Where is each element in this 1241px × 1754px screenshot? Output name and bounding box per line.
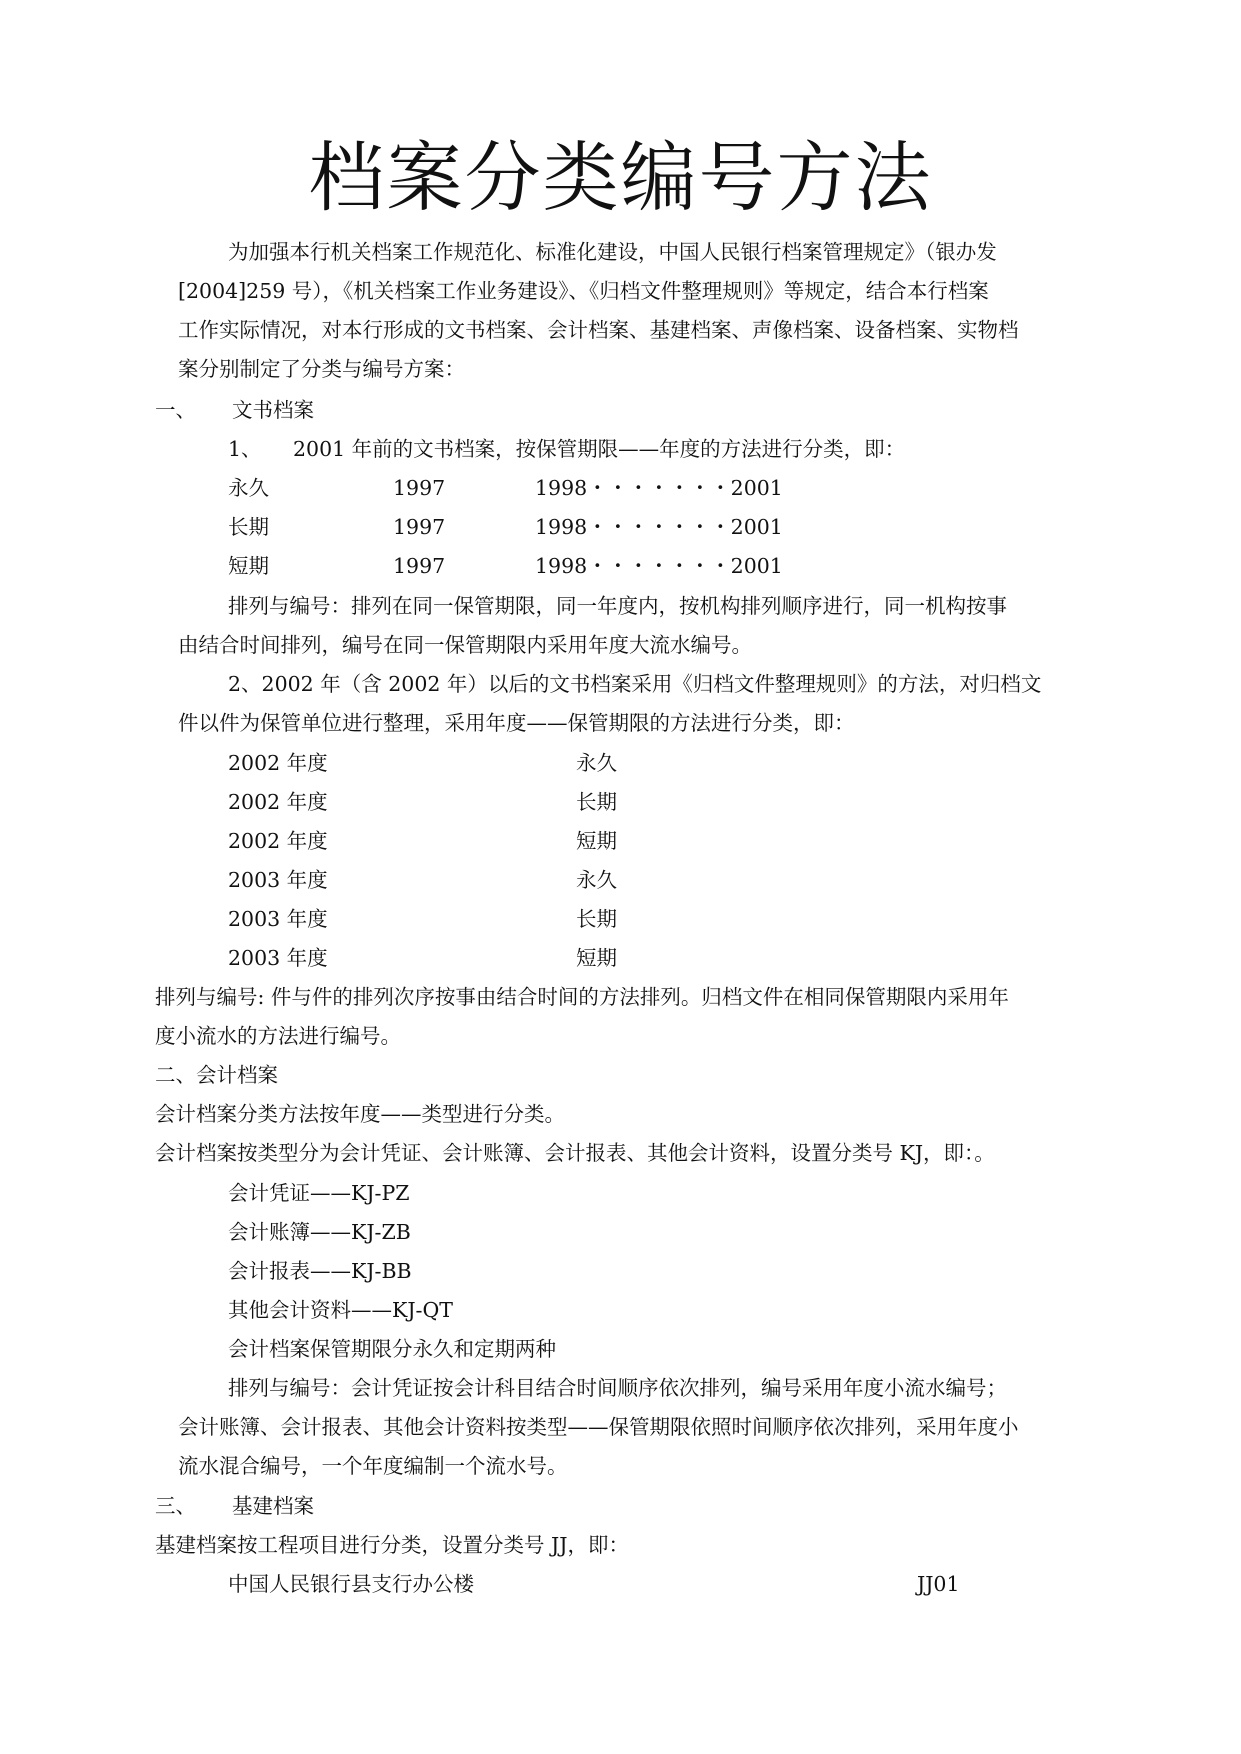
- section-heading: 文书档案: [232, 398, 314, 422]
- paragraph-line: 会计档案分类方法按年度——类型进行分类。: [155, 1102, 565, 1126]
- intro-line: 案分别制定了分类与编号方案：: [178, 357, 465, 381]
- paragraph-line: 排列与编号：会计凭证按会计科目结合时间顺序依次排列，编号采用年度小流水编号；: [228, 1376, 1007, 1400]
- item-text: 2001 年前的文书档案，按保管期限——年度的方法进行分类，即：: [293, 437, 906, 461]
- section-heading: 二、会计档案: [155, 1063, 278, 1087]
- code-line: 其他会计资料——KJ-QT: [228, 1298, 453, 1322]
- table-cell: 2002 年度: [228, 829, 328, 853]
- paragraph-line: 2、2002 年（含 2002 年）以后的文书档案采用《归档文件整理规则》的方法，对归档文: [228, 672, 1042, 696]
- table-cell: 长期: [576, 907, 617, 931]
- paragraph-line: 排列与编号: 件与件的排列次序按事由结合时间的方法排列。归档文件在相同保管期限内采用年: [155, 985, 1009, 1009]
- section-number: 三、: [155, 1494, 196, 1518]
- code-line: 会计报表——KJ-BB: [228, 1259, 412, 1283]
- table-cell: 1997: [393, 554, 446, 578]
- paragraph-line: 会计账簿、会计报表、其他会计资料按类型——保管期限依照时间顺序依次排列，采用年度小: [178, 1415, 1019, 1439]
- intro-line: 为加强本行机关档案工作规范化、标准化建设，中国人民银行档案管理规定》（银办发: [228, 240, 997, 264]
- paragraph-line: 件以件为保管单位进行整理，采用年度——保管期限的方法进行分类，即：: [178, 711, 855, 735]
- table-cell: 2002 年度: [228, 751, 328, 775]
- code-line: 会计账簿——KJ-ZB: [228, 1220, 411, 1244]
- paragraph-line: 流水混合编号，一个年度编制一个流水号。: [178, 1454, 568, 1478]
- table-cell: 永久: [576, 751, 617, 775]
- paragraph-line: 会计档案按类型分为会计凭证、会计账簿、会计报表、其他会计资料，设置分类号 KJ，即：。: [155, 1141, 995, 1165]
- table-cell: 1997: [393, 515, 446, 539]
- document-title: 档案分类编号方法: [308, 133, 933, 222]
- paragraph-line: 由结合时间排列，编号在同一保管期限内采用年度大流水编号。: [178, 633, 752, 657]
- table-cell: 2003 年度: [228, 907, 328, 931]
- table-cell: JJ01: [917, 1572, 960, 1596]
- table-cell: 2002 年度: [228, 790, 328, 814]
- intro-line: [2004]259 号），《机关档案工作业务建设》、《归档文件整理规则》等规定，结合本行档案: [178, 279, 989, 303]
- table-cell: 长期: [228, 515, 269, 539]
- code-line: 会计凭证——KJ-PZ: [228, 1181, 410, 1205]
- table-cell: 2003 年度: [228, 868, 328, 892]
- table-cell: 永久: [576, 868, 617, 892]
- table-cell: 短期: [228, 554, 269, 578]
- table-cell: 1998・・・・・・・2001: [535, 476, 783, 500]
- section-heading: 基建档案: [232, 1494, 314, 1518]
- item-number: 1、: [228, 437, 262, 461]
- table-cell: 长期: [576, 790, 617, 814]
- section-number: 一、: [155, 398, 196, 422]
- table-cell: 2003 年度: [228, 946, 328, 970]
- table-cell: 短期: [576, 946, 617, 970]
- table-cell: 1998・・・・・・・2001: [535, 554, 783, 578]
- table-cell: 永久: [228, 476, 269, 500]
- paragraph-line: 会计档案保管期限分永久和定期两种: [228, 1337, 556, 1361]
- paragraph-line: 基建档案按工程项目进行分类，设置分类号 JJ，即：: [155, 1533, 629, 1557]
- paragraph-line: 度小流水的方法进行编号。: [155, 1024, 401, 1048]
- table-cell: 中国人民银行县支行办公楼: [228, 1572, 474, 1596]
- table-cell: 1997: [393, 476, 446, 500]
- table-cell: 短期: [576, 829, 617, 853]
- intro-line: 工作实际情况，对本行形成的文书档案、会计档案、基建档案、声像档案、设备档案、实物档: [178, 318, 1019, 342]
- paragraph-line: 排列与编号：排列在同一保管期限，同一年度内，按机构排列顺序进行，同一机构按事: [228, 594, 1007, 618]
- table-cell: 1998・・・・・・・2001: [535, 515, 783, 539]
